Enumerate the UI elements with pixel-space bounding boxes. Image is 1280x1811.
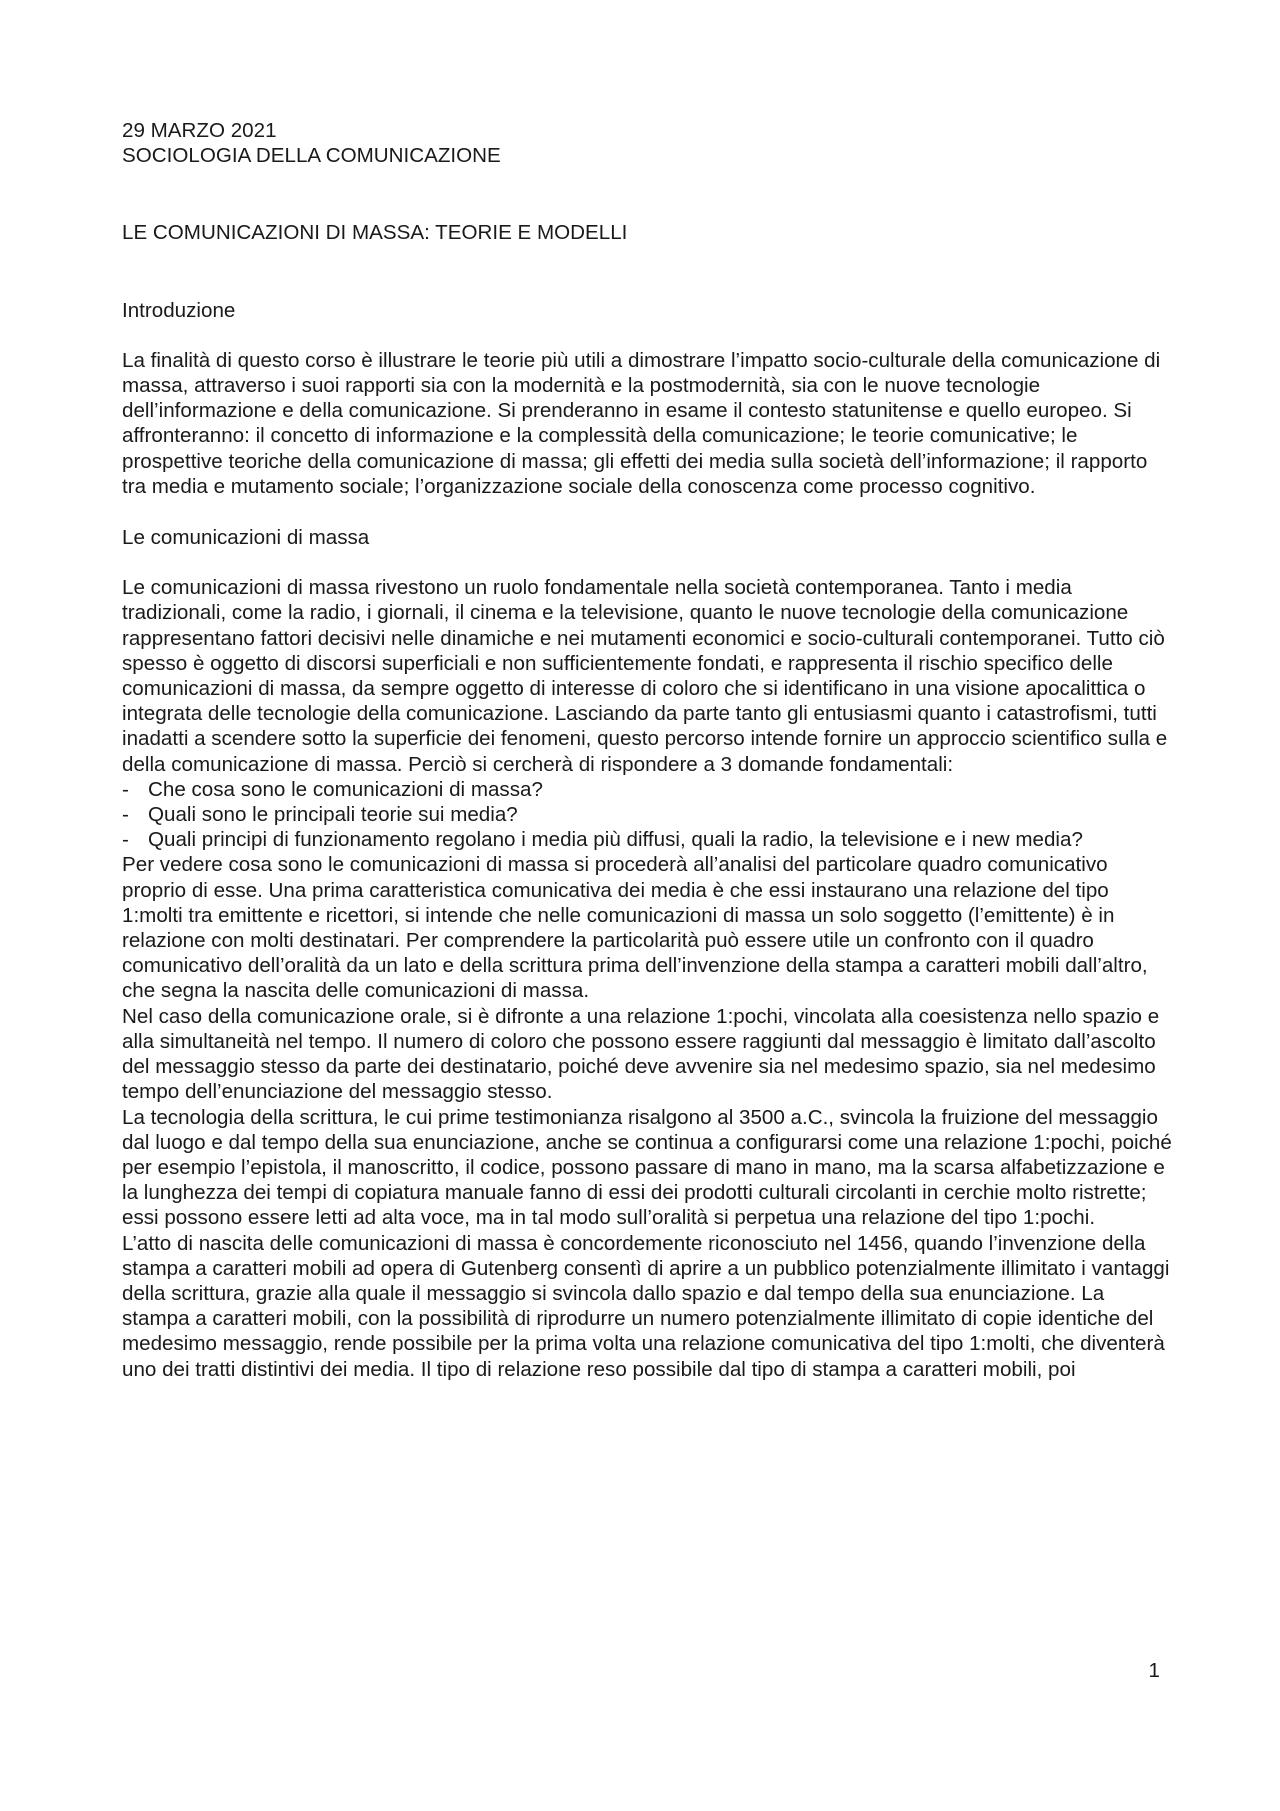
document-date: 29 MARZO 2021 (122, 119, 277, 142)
mass-paragraph-3: Nel caso della comunicazione orale, si è difronte a una relazione 1:pochi, vincolata alla coesistenza nello spazio e alla simultaneità nel tempo. Il numero di coloro che possono essere raggiunti dal messaggio è limitato dall’ascolto del messaggio stesso da parte dei destinatario, poiché deve avvenire sia nel medesimo spazio, sia nel medesimo tempo dell’enunciazione del messaggio stesso. (122, 1004, 1160, 1104)
mass-paragraph-2: Per vedere cosa sono le comunicazioni di massa si procederà all’analisi del particolare quadro comunicativo proprio di esse. Una prima caratteristica comunicativa dei media è che essi instaurano una relazione del tipo 1:molti tra emittente e ricettori, si intende che nelle comunicazioni di massa un solo soggetto (l’emittente) è in relazione con molti destinatari. Per comprendere la particolarità può essere utile un confronto con il quadro comunicativo dell’oralità da un lato e della scrittura prima dell’invenzione della stampa a caratteri mobili dall’altro, che segna la nascita delle comunicazioni di massa. (122, 853, 1148, 1003)
page-number: 1 (1148, 1659, 1160, 1682)
section-heading-introduzione: Introduzione (122, 298, 236, 322)
list-item (122, 802, 1172, 827)
section-heading-comunicazioni-di-massa: Le comunicazioni di massa (122, 526, 370, 550)
list-dash: - (122, 828, 129, 852)
question-text: Quali principi di funzionamento regolano i media più diffusi, quali la radio, la televisione e i new media? (148, 828, 1083, 852)
document-page (122, 118, 1172, 1382)
list-item (122, 777, 1172, 802)
list-item (122, 827, 1172, 852)
list-dash: - (122, 777, 129, 801)
mass-paragraph-1: Le comunicazioni di massa rivestono un ruolo fondamentale nella società contemporanea. Tanto i media tradizionali, come la radio, i giornali, il cinema e la televisione, quanto le nuove tecnologie della comunicazione rappresentano fattori decisivi nelle dinamiche e nei mutamenti economici e socio-culturali contemporanei. Tutto ciò spesso è oggetto di discorsi superficiali e non sufficientemente fondati, e rappresenta il rischio specifico delle comunicazioni di massa, da sempre oggetto di interesse di coloro che si identificano in una visione apocalittica o integrata delle tecnologie della comunicazione. Lasciando da parte tanto gli entusiasmi quanto i catastrofismi, tutti inadatti a scendere sotto la superficie dei fenomeni, questo percorso intende fornire un approccio scientifico sulla e della comunicazione di massa. Perciò si cercherà di rispondere a 3 domande fondamentali: (122, 576, 1168, 776)
question-text: Che cosa sono le comunicazioni di massa? (148, 777, 543, 801)
mass-paragraph-4: La tecnologia della scrittura, le cui prime testimonianza risalgono al 3500 a.C., svincola la fruizione del messaggio dal luogo e dal tempo della sua enunciazione, anche se continua a configurarsi come una relazione 1:pochi, poiché per esempio l’epistola, il manoscritto, il codice, possono passare di mano in mano, ma la scarsa alfabetizzazione e la lunghezza dei tempi di copiatura manuale fanno di essi dei prodotti culturali circolanti in cerchie molto ristrette; essi possono essere letti ad alta voce, ma in tal modo sull’oralità si perpetua una relazione del tipo 1:pochi. (122, 1105, 1172, 1230)
question-text: Quali sono le principali teorie sui media? (148, 803, 518, 827)
questions-list (122, 777, 1172, 853)
list-dash: - (122, 803, 129, 827)
document-title: LE COMUNICAZIONI DI MASSA: TEORIE E MODELLI (122, 221, 628, 245)
intro-paragraph: La finalità di questo corso è illustrare le teorie più utili a dimostrare l’impatto socio-culturale della comunicazione di massa, attraverso i suoi rapporti sia con la modernità e la postmodernità, sia con le nuove tecnologie dell’informazione e della comunicazione. Si prenderanno in esame il contesto statunitense e quello europeo. Si affronteranno: il concetto di informazione e la complessità della comunicazione; le teorie comunicative; le prospettive teoriche della comunicazione di massa; gli effetti dei media sulla società dell’informazione; il rapporto tra media e mutamento sociale; l’organizzazione sociale della conoscenza come processo cognitivo. (122, 348, 1161, 498)
course-name: SOCIOLOGIA DELLA COMUNICAZIONE (122, 144, 501, 168)
mass-paragraph-5: L’atto di nascita delle comunicazioni di massa è concordemente riconosciuto nel 1456, quando l’invenzione della stampa a caratteri mobili ad opera di Gutenberg consentì di aprire a un pubblico potenzialmente illimitato i vantaggi della scrittura, grazie alla quale il messaggio si svincola dallo spazio e dal tempo della sua enunciazione. La stampa a caratteri mobili, con la possibilità di riprodurre un numero potenzialmente illimitato di copie identiche del medesimo messaggio, rende possibile per la prima volta una relazione comunicativa del tipo 1:molti, che diventerà uno dei tratti distintivi dei media. Il tipo di relazione reso possibile dal tipo di stampa a caratteri mobili, poi (122, 1231, 1170, 1381)
